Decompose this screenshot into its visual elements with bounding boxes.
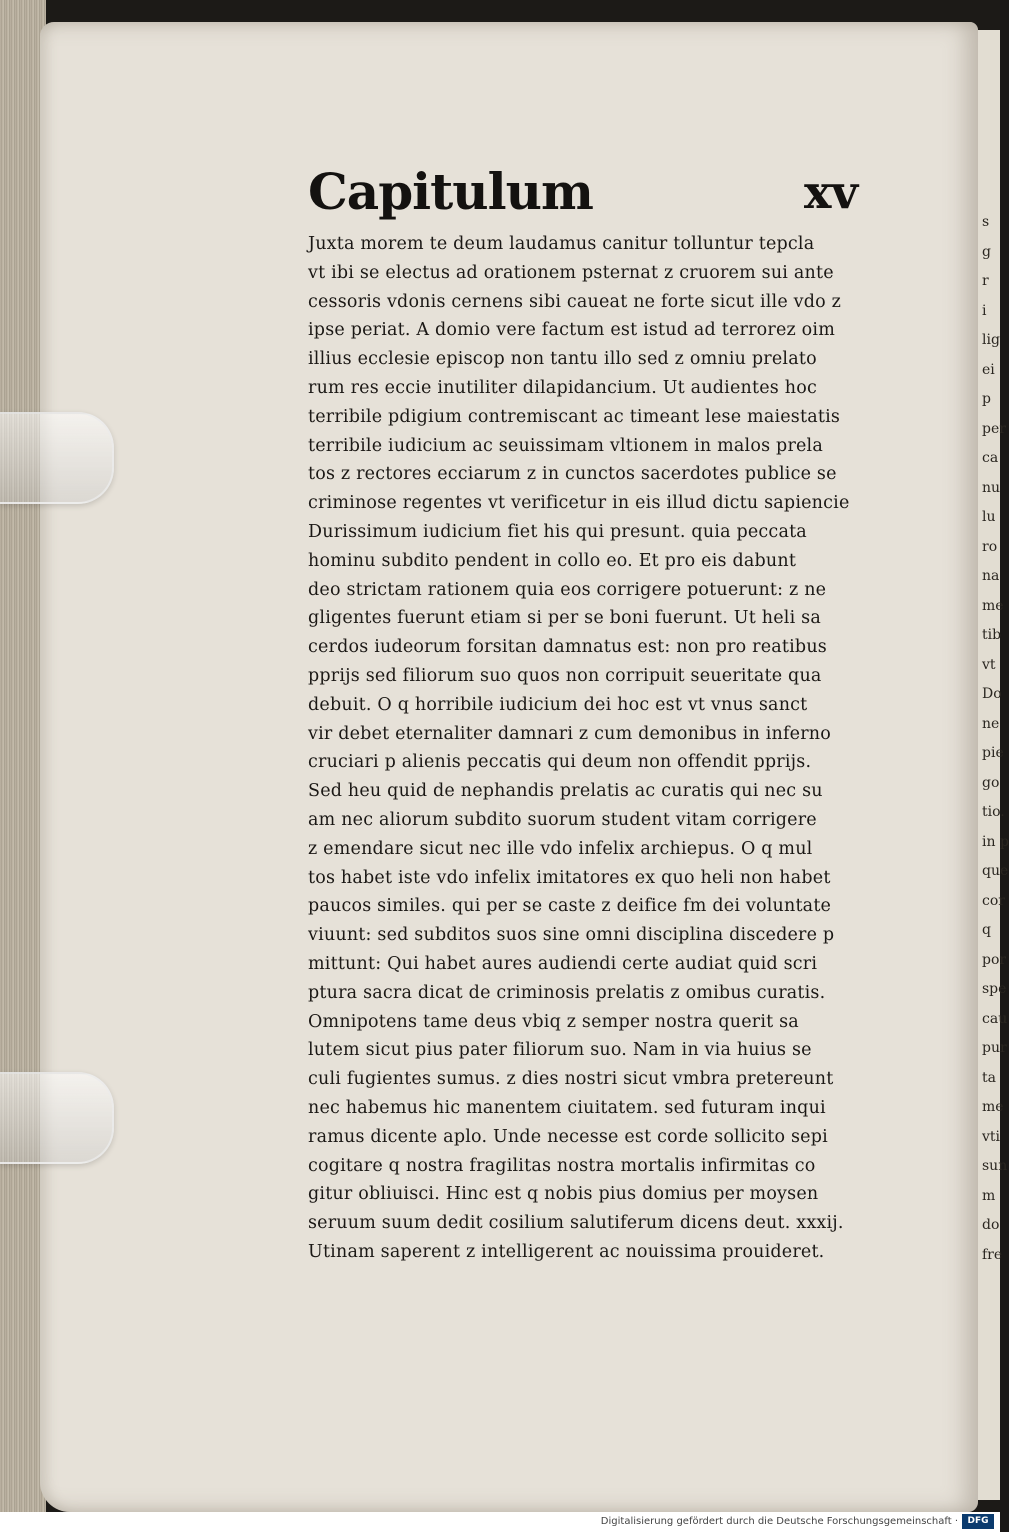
text-line: gligentes fuerunt etiam si per se boni fuerunt. Ut heli sa xyxy=(308,608,821,629)
facing-text-fragment: por xyxy=(982,951,1007,968)
text-line: tos habet iste vdo infelix imitatores ex quo heli non habet xyxy=(308,867,831,888)
facing-text-fragment: per xyxy=(982,420,1006,437)
facing-text-fragment: que xyxy=(982,863,1009,879)
text-line: deo strictam rationem quia eos corrigere potuerunt: z ne xyxy=(308,579,827,600)
chapter-title: Capitulum xyxy=(308,162,593,221)
facing-text-fragment: pie xyxy=(982,745,1004,761)
funding-credit: Digitalisierung gefördert durch die Deutsche Forschungsgemeinschaft · xyxy=(600,1516,958,1527)
facing-text-fragment: tio. xyxy=(982,804,1005,820)
text-line: gitur obliuisci. Hinc est q nobis pius domius per moysen xyxy=(308,1184,819,1205)
facing-text-fragment: cau xyxy=(982,1010,1008,1027)
facing-text-fragment: m xyxy=(982,1187,996,1204)
facing-text-fragment: cor xyxy=(982,892,1005,909)
text-line: Sed heu quid de nephandis prelatis ac curatis qui nec su xyxy=(308,781,823,802)
facing-text-fragment: q xyxy=(982,922,991,938)
facing-text-fragment: lu xyxy=(982,509,996,525)
chapter-number: xv xyxy=(804,165,859,219)
facing-text-fragment: g xyxy=(982,243,991,260)
text-line: illius ecclesie episcop non tantu illo sed z omniu prelato xyxy=(308,349,817,370)
facing-text-fragment: ca xyxy=(982,450,999,466)
facing-text-fragment: ro xyxy=(982,538,998,555)
facing-text-fragment: nu xyxy=(982,479,1001,496)
facing-text-fragment: in p xyxy=(982,833,1009,850)
text-line: Juxta morem te deum laudamus canitur tolluntur tepcla xyxy=(308,234,815,254)
facing-text-fragment: i xyxy=(982,302,987,319)
page-clip-upper xyxy=(0,412,114,504)
facing-text-fragment: lig xyxy=(982,332,1000,348)
facing-text-fragment: tib xyxy=(982,627,1002,643)
text-line: vt ibi se electus ad orationem psternat z cruorem sui ante xyxy=(308,262,834,283)
facing-text-fragment: sun xyxy=(982,1158,1008,1174)
facing-text-fragment: vti xyxy=(982,1128,1001,1145)
text-line: mittunt: Qui habet aures audiendi certe audiat quid scri xyxy=(308,953,818,974)
text-line: cessoris vdonis cernens sibi caueat ne forte sicut ille vdo z xyxy=(308,291,842,312)
text-line: pprijs sed filiorum suo quos non corripuit seueritate qua xyxy=(308,665,822,686)
text-line: culi fugientes sumus. z dies nostri sicut vmbra pretereunt xyxy=(308,1069,834,1090)
text-line: hominu subdito pendent in collo eo. Et pro eis dabunt xyxy=(308,550,797,571)
text-line: cogitare q nostra fragilitas nostra mortalis infirmitas co xyxy=(308,1155,816,1176)
facing-text-fragment: pur xyxy=(982,1040,1007,1056)
text-line: Durissimum iudicium fiet his qui presunt. quia peccata xyxy=(308,521,807,542)
text-line: z emendare sicut nec ille vdo infelix archiepus. O q mul xyxy=(308,838,813,859)
text-line: Utinam saperent z intelligerent ac nouissima prouideret. xyxy=(308,1241,825,1262)
text-line: debuit. O q horribile iudicium dei hoc est vt vnus sanct xyxy=(308,694,808,715)
text-line: rum res eccie inutiliter dilapidancium. Ut audientes hoc xyxy=(308,377,817,398)
facing-text-fragment: spe xyxy=(982,981,1007,997)
facing-text-fragment: ta xyxy=(982,1069,996,1086)
facing-text-fragment: do xyxy=(982,1217,1000,1233)
facing-text-fragment: ne xyxy=(982,715,1000,732)
facing-text-fragment: na xyxy=(982,568,1000,584)
facing-text-fragment: r xyxy=(982,273,989,289)
facing-text-fragment: p xyxy=(982,391,991,407)
text-line: cerdos iudeorum forsitan damnatus est: non pro reatibus xyxy=(308,637,827,658)
dfg-logo: DFG xyxy=(962,1514,994,1529)
text-line: paucos similes. qui per se caste z deifice fm dei voluntate xyxy=(308,896,832,917)
facing-text-fragment: s xyxy=(982,214,990,230)
text-line: viuunt: sed subditos suos sine omni disciplina discedere p xyxy=(308,925,835,946)
text-line: vir debet eternaliter damnari z cum demonibus in inferno xyxy=(308,723,831,744)
text-line: cruciari p alienis peccatis qui deum non offendit pprijs. xyxy=(308,752,812,773)
text-line: criminose regentes vt verificetur in eis illud dictu sapiencie xyxy=(308,493,850,514)
text-line: lutem sicut pius pater filiorum suo. Nam in via huius se xyxy=(308,1040,812,1061)
facing-text-fragment: me xyxy=(982,597,1004,614)
text-line: ptura sacra dicat de criminosis prelatis z omibus curatis. xyxy=(308,982,826,1003)
facing-text-fragment: vt xyxy=(982,656,996,673)
text-line: am nec aliorum subdito suorum student vitam corrigere xyxy=(308,809,817,830)
text-line: tos z rectores ecciarum z in cunctos sacerdotes publice se xyxy=(308,464,837,485)
text-line: terribile pdigium contremiscant ac timeant lese maiestatis xyxy=(308,406,841,427)
footer-bar xyxy=(0,1512,1000,1532)
facing-text-fragment: fre xyxy=(982,1246,1003,1263)
facing-text-fragment: Do xyxy=(982,686,1002,702)
facing-text-fragment: go xyxy=(982,774,1000,791)
text-line: terribile iudicium ac seuissimam vltionem in malos prela xyxy=(308,435,823,456)
text-line: nec habemus hic manentem ciuitatem. sed futuram inqui xyxy=(308,1097,826,1118)
facing-text-fragment: me xyxy=(982,1099,1004,1115)
text-line: Omnipotens tame deus vbiq z semper nostra querit sa xyxy=(308,1011,799,1032)
body-text xyxy=(308,230,908,1267)
text-line: ramus dicente aplo. Unde necesse est corde sollicito sepi xyxy=(308,1126,828,1147)
text-line: ipse periat. A domio vere factum est istud ad terrorez oim xyxy=(308,320,836,341)
chapter-heading xyxy=(308,162,868,232)
text-line: seruum suum dedit cosilium salutiferum dicens deut. xxxij. xyxy=(308,1213,844,1234)
facing-text-fragment: ei xyxy=(982,361,995,378)
page-clip-lower xyxy=(0,1072,114,1164)
